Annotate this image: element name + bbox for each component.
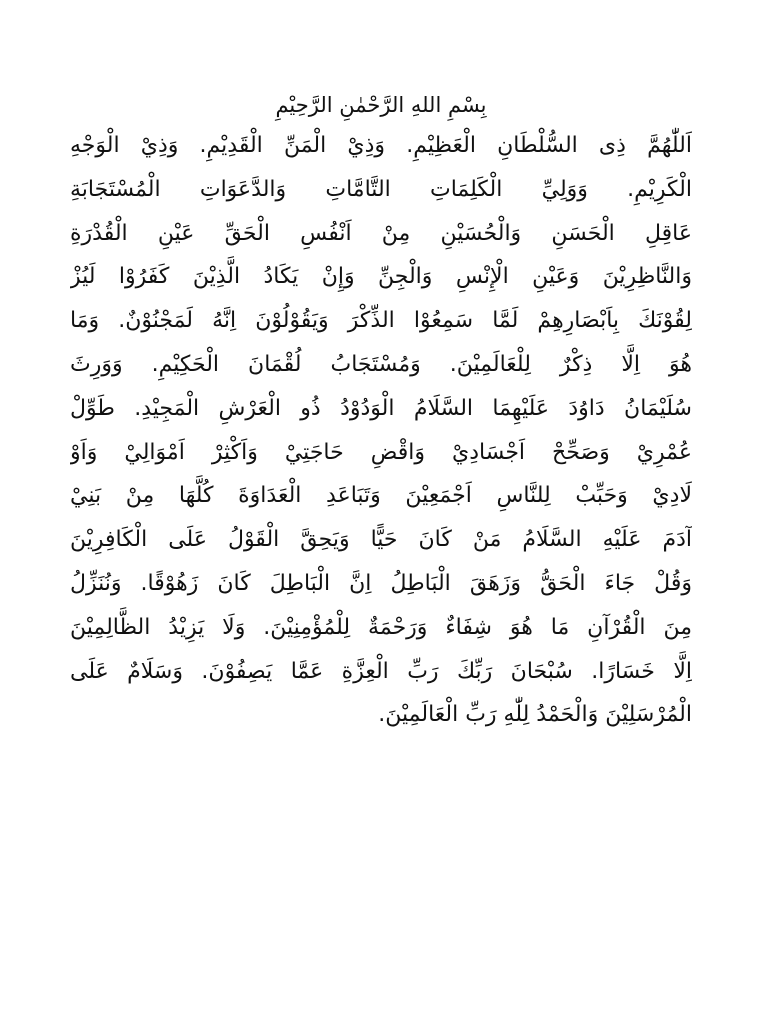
text-line: سُلَيْمَانُ دَاوُدَ عَلَيْهِمَا السَّلَامُ الْوَدُوْدُ ذُو الْعَرْشِ الْمَجِيْدِ. طَوِّلْ bbox=[70, 395, 692, 421]
text-line: آدَمَ عَلَيْهِ السَّلَامُ مَنْ كَانَ حَيًّا وَيَحِقَّ الْقَوْلُ عَلَى الْكَافِرِيْنَ bbox=[70, 527, 692, 553]
text-line: الْمُرْسَلِيْنَ وَالْحَمْدُ لِلّٰهِ رَبِّ الْعَالَمِيْنَ. bbox=[378, 702, 692, 728]
text-line: هُوَ اِلَّا ذِكْرٌ لِلْعَالَمِيْنَ. وَمُسْتَجَابُ لُقْمَانَ الْحَكِيْمِ. وَوَرِثَ bbox=[70, 351, 692, 377]
text-line: وَالنَّاظِرِيْنَ وَعَيْنِ الْإِنْسِ وَالْجِنِّ وَإِنْ يَكَادُ الَّذِيْنَ كَفَرُوْا لَيُزْ bbox=[70, 264, 692, 290]
text-line: مِنَ الْقُرْآنِ مَا هُوَ شِفَاءٌ وَرَحْمَةٌ لِلْمُؤْمِنِيْنَ. وَلَا يَزِيْدُ الظَّالِمِيْنَ bbox=[70, 614, 692, 640]
text-line: وَقُلْ جَاءَ الْحَقُّ وَزَهَقَ الْبَاطِلُ اِنَّ الْبَاطِلَ كَانَ زَهُوْقًا. وَنُنَزِّلُ bbox=[70, 570, 692, 596]
basmala-heading: بِسْمِ اللهِ الرَّحْمٰنِ الرَّحِيْمِ bbox=[275, 93, 487, 117]
text-line: لِقُوْنَكَ بِاَبْصَارِهِمْ لَمَّا سَمِعُوْا الذِّكْرَ وَيَقُوْلُوْنَ اِنَّهُ لَمَجْنُوْنٌ. وَمَا bbox=[70, 308, 692, 334]
prayer-text-block bbox=[70, 88, 692, 737]
text-line: عُمْرِيْ وَصَحِّحْ اَجْسَادِيْ وَاقْضِ حَاجَتِيْ وَاَكْثِرْ اَمْوَالِيْ وَاَوْ bbox=[70, 439, 692, 465]
text-line: اِلَّا خَسَارًا. سُبْحَانَ رَبِّكَ رَبِّ الْعِزَّةِ عَمَّا يَصِفُوْنَ. وَسَلَامٌ عَلَى bbox=[70, 658, 692, 684]
text-line: الْكَرِيْمِ. وَوَلِيِّ الْكَلِمَاتِ التَّامَّاتِ وَالدَّعَوَاتِ الْمُسْتَجَابَةِ bbox=[70, 176, 692, 202]
text-line: عَاقِلِ الْحَسَنِ وَالْحُسَيْنِ مِنْ اَنْفُسِ الْحَقِّ عَيْنِ الْقُدْرَةِ bbox=[70, 220, 692, 246]
text-line: لَادِيْ وَحَبِّبْ لِلنَّاسِ اَجْمَعِيْنَ وَتَبَاعَدِ الْعَدَاوَةَ كُلَّهَا مِنْ بَنِيْ bbox=[70, 483, 692, 509]
text-line: اَللّٰهُمَّ ذِى السُّلْطَانِ الْعَظِيْمِ. وَذِيْ الْمَنِّ الْقَدِيْمِ. وَذِيْ الْوَجْهِ bbox=[70, 133, 692, 158]
